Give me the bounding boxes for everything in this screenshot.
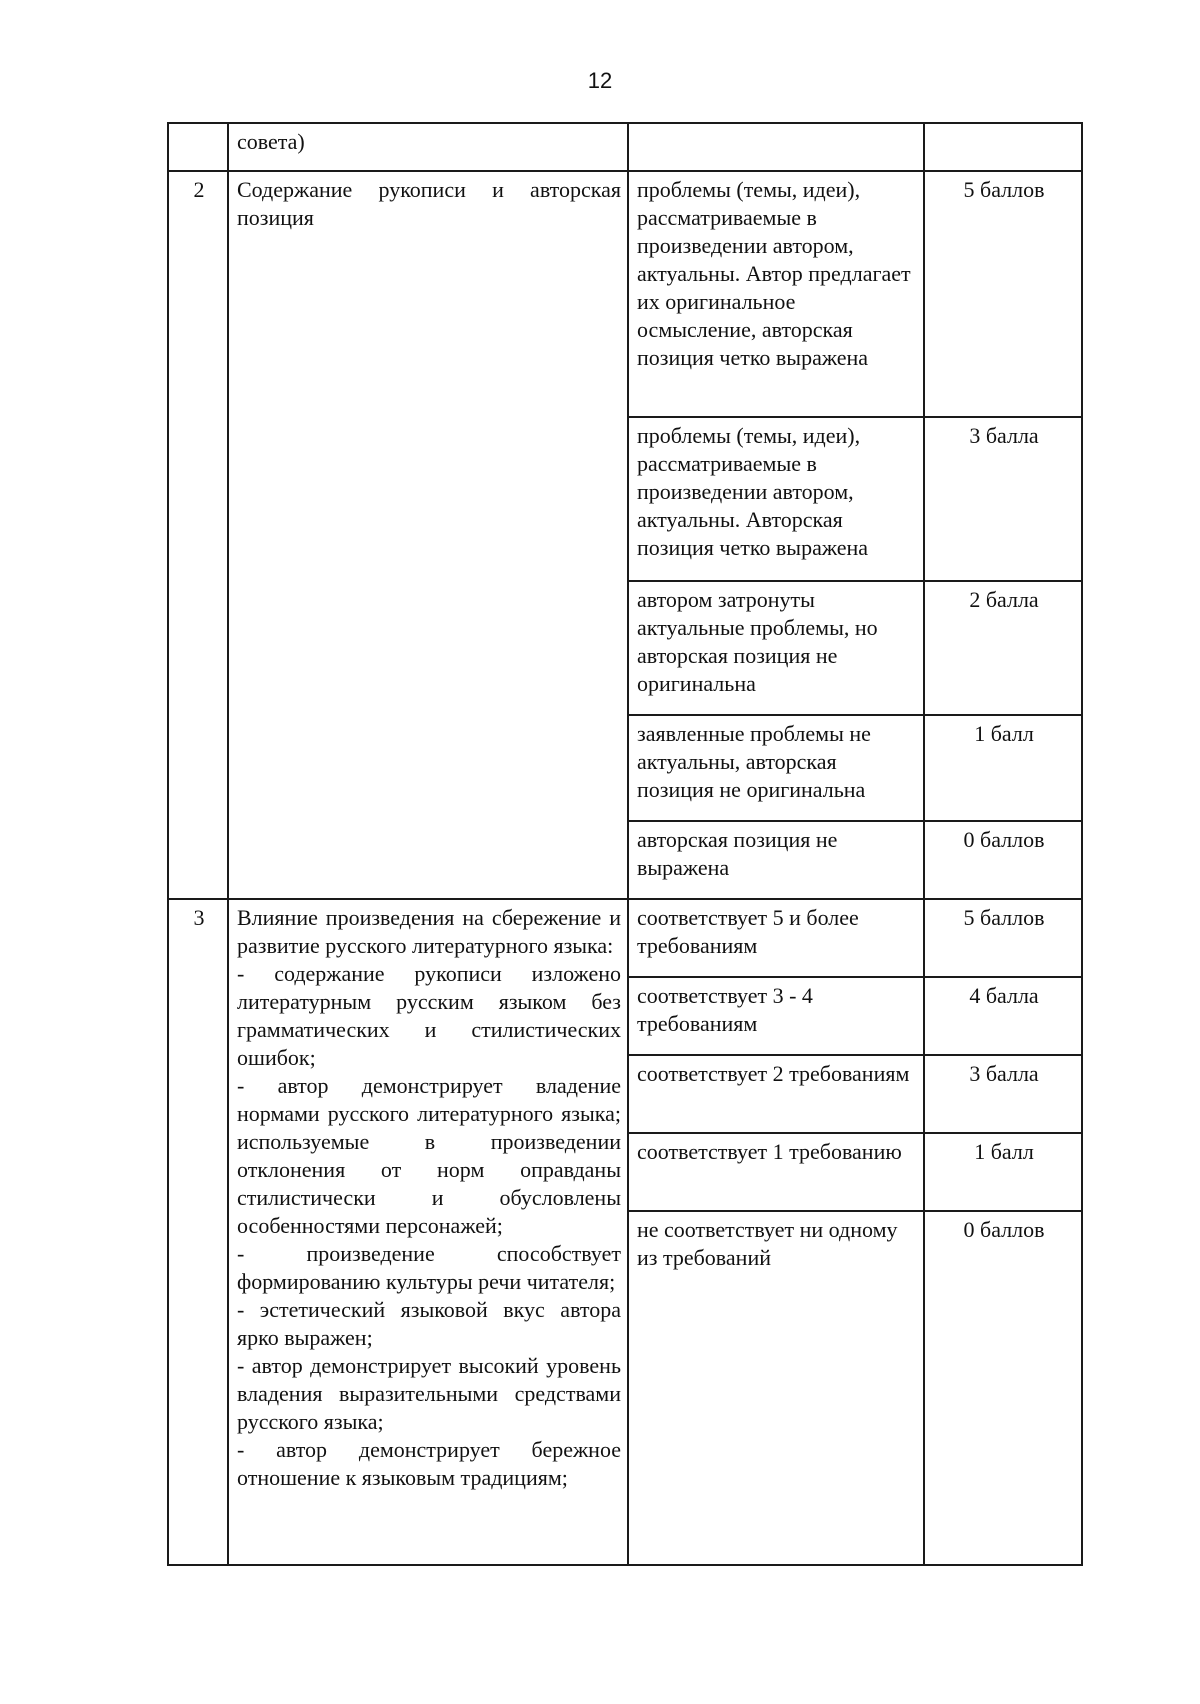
table-row-continuation	[168, 123, 1082, 171]
score-cell: 2 балла	[924, 581, 1082, 715]
level-description-cell: заявленные проблемы не актуальны, авторская позиция не оригинальна	[628, 715, 924, 821]
score-cell: 3 балла	[924, 1055, 1082, 1133]
level-description-cell: проблемы (темы, идеи), рассматриваемые в произведении автором, актуальны. Авторская позиция четко выражена	[628, 417, 924, 581]
requirement-line: - эстетический языковой вкус автора ярко выражен;	[237, 1297, 621, 1350]
level-description-cell: авторская позиция не выражена	[628, 821, 924, 899]
score-cell: 1 балл	[924, 1133, 1082, 1211]
criterion-cell: совета)	[228, 123, 628, 171]
level-description-cell: проблемы (темы, идеи), рассматриваемые в произведении автором, актуальны. Автор предлагает их оригинальное осмысление, авторская позиция четко выражена	[628, 171, 924, 417]
level-description-cell: не соответствует ни одному из требований	[628, 1211, 924, 1565]
row-number-cell	[168, 123, 228, 171]
score-cell: 4 балла	[924, 977, 1082, 1055]
criterion-line: Влияние произведения на сбережение и развитие русского литературного языка:	[237, 905, 621, 958]
level-description-cell	[628, 123, 924, 171]
requirement-line: - произведение способствует формированию культуры речи читателя;	[237, 1241, 621, 1294]
criterion-cell	[228, 899, 628, 1565]
table-row	[168, 171, 1082, 417]
level-description-cell: автором затронуты актуальные проблемы, но авторская позиция не оригинальна	[628, 581, 924, 715]
row-number-cell: 2	[168, 171, 228, 899]
table-row	[168, 899, 1082, 977]
level-description-cell: соответствует 3 - 4 требованиям	[628, 977, 924, 1055]
row-number-cell: 3	[168, 899, 228, 1565]
criteria-table	[167, 122, 1083, 1566]
criterion-cell: Содержание рукописи и авторская позиция	[228, 171, 628, 899]
score-cell	[924, 123, 1082, 171]
requirement-line: - автор демонстрирует высокий уровень владения выразительными средствами русского языка;	[237, 1353, 621, 1434]
requirement-line: - автор демонстрирует владение нормами русского литературного языка; используемые в произведении отклонения от норм оправданы стилистически и обусловлены особенностями персонажей;	[237, 1073, 621, 1238]
score-cell: 0 баллов	[924, 1211, 1082, 1565]
score-cell: 3 балла	[924, 417, 1082, 581]
requirement-line: - автор демонстрирует бережное отношение к языковым традициям;	[237, 1437, 621, 1490]
score-cell: 0 баллов	[924, 821, 1082, 899]
score-cell: 5 баллов	[924, 171, 1082, 417]
page-number: 12	[587, 68, 613, 93]
score-cell: 5 баллов	[924, 899, 1082, 977]
score-cell: 1 балл	[924, 715, 1082, 821]
level-description-cell: соответствует 5 и более требованиям	[628, 899, 924, 977]
requirement-line: - содержание рукописи изложено литературным русским языком без грамматических и стилистических ошибок;	[237, 961, 621, 1070]
level-description-cell: соответствует 2 требованиям	[628, 1055, 924, 1133]
level-description-cell: соответствует 1 требованию	[628, 1133, 924, 1211]
